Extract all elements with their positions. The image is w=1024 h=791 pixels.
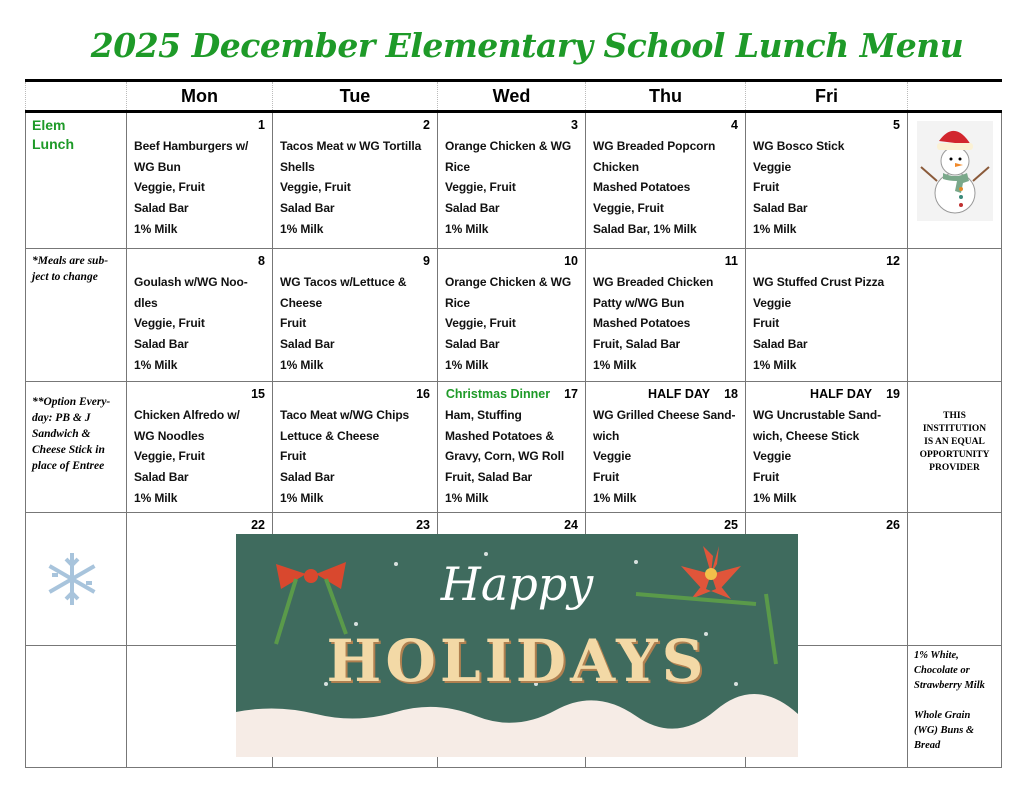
- menu-item: Salad Bar: [445, 337, 500, 352]
- menu-item: Veggie, Fruit: [134, 316, 205, 331]
- menu-item: Veggie, Fruit: [280, 180, 351, 195]
- header-row: [26, 81, 1002, 112]
- menu-item: Lettuce & Cheese: [280, 428, 380, 443]
- eop-line: IS AN EQUAL: [924, 437, 985, 447]
- menu-item: wich: [593, 428, 620, 443]
- banner-holidays: HOLIDAYS: [326, 627, 708, 695]
- day-number: 4: [731, 118, 738, 132]
- menu-item: Mashed Potatoes &: [445, 428, 554, 443]
- menu-item: Salad Bar: [753, 201, 808, 216]
- day-number: 5: [893, 118, 900, 132]
- week-row: [26, 112, 1002, 249]
- menu-item: 1% Milk: [445, 357, 489, 372]
- menu-item: 1% Milk: [280, 357, 324, 372]
- menu-item: Veggie: [753, 159, 792, 174]
- day-cell: [438, 382, 586, 513]
- day-header: Fri: [746, 81, 908, 112]
- menu-item: Rice: [445, 295, 470, 310]
- day-cell: [127, 382, 273, 513]
- menu-item: WG Bosco Stick: [753, 139, 845, 153]
- day-cell: [127, 112, 273, 249]
- day-cell: [746, 112, 908, 249]
- menu-item: WG Grilled Cheese Sand-: [593, 408, 736, 422]
- day-number: 15: [251, 387, 265, 401]
- day-cell: [438, 112, 586, 249]
- eop-line: OPPORTUNITY: [919, 450, 990, 460]
- day-number: 17: [564, 387, 578, 401]
- week-row: [26, 249, 1002, 382]
- day-number: 10: [564, 254, 578, 268]
- day-number: 11: [724, 254, 738, 268]
- menu-item: Salad Bar: [280, 470, 335, 485]
- whole-grain-note: Whole Grain (WG) Buns & Bread: [914, 710, 975, 751]
- menu-item: Veggie, Fruit: [134, 449, 205, 464]
- menu-item: Orange Chicken & WG: [445, 139, 572, 153]
- menu-item: Mashed Potatoes: [593, 180, 691, 195]
- menu-item: Fruit: [280, 316, 307, 331]
- menu-item: WG Bun: [134, 159, 181, 174]
- menu-item: Taco Meat w/WG Chips: [280, 408, 410, 422]
- day-cell: [586, 112, 746, 249]
- menu-item: Veggie, Fruit: [593, 201, 664, 216]
- day-number: 12: [886, 254, 900, 268]
- menu-item: Goulash w/WG Noo-: [134, 275, 248, 289]
- menu-item: Shells: [280, 159, 315, 174]
- day-header: Thu: [586, 81, 746, 112]
- menu-item: Fruit: [753, 180, 780, 195]
- menu-item: Salad Bar: [134, 470, 189, 485]
- menu-item: Veggie, Fruit: [134, 180, 205, 195]
- day-tag: HALF DAY: [648, 387, 711, 401]
- day-cell: [127, 249, 273, 382]
- equal-opportunity-notice: [908, 382, 1001, 475]
- menu-item: 1% Milk: [134, 221, 178, 236]
- day-number: 26: [746, 513, 908, 646]
- menu-item: Fruit: [753, 316, 780, 331]
- day-number: 22: [127, 513, 273, 646]
- menu-item: WG Noodles: [134, 428, 205, 443]
- menu-item: 1% Milk: [593, 490, 637, 505]
- option-note: **Option Every-day: PB & J Sandwich & Cheese Stick in place of Entree: [26, 382, 127, 513]
- day-tag: Christmas Dinner: [445, 387, 551, 401]
- day-number: 23: [273, 513, 438, 646]
- menu-item: wich, Cheese Stick: [753, 428, 860, 443]
- menu-item: Salad Bar: [280, 337, 335, 352]
- eop-line: PROVIDER: [929, 463, 980, 473]
- day-cell: [586, 249, 746, 382]
- menu-item: Gravy, Corn, WG Roll: [445, 449, 565, 464]
- day-number: 2: [423, 118, 430, 132]
- menu-item: Tacos Meat w WG Tortilla: [280, 139, 422, 153]
- day-number: 3: [571, 118, 578, 132]
- day-cell: [586, 382, 746, 513]
- menu-item: Fruit, Salad Bar: [445, 470, 533, 485]
- eop-line: INSTITUTION: [922, 424, 987, 434]
- menu-item: Salad Bar, 1% Milk: [593, 221, 697, 236]
- menu-item: Chicken: [593, 159, 639, 174]
- day-cell: [273, 112, 438, 249]
- menu-item: 1% Milk: [445, 221, 489, 236]
- menu-item: 1% Milk: [753, 490, 797, 505]
- day-cell: [273, 249, 438, 382]
- snowman-icon: [917, 121, 993, 221]
- menu-item: 1% Milk: [445, 490, 489, 505]
- menu-item: 1% Milk: [753, 357, 797, 372]
- menu-item: Salad Bar: [753, 337, 808, 352]
- snowflake-icon: [42, 549, 102, 609]
- menu-item: 1% Milk: [134, 357, 178, 372]
- day-header: Mon: [127, 81, 273, 112]
- day-number: 19: [886, 387, 900, 401]
- menu-item: WG Uncrustable Sand-: [753, 408, 882, 422]
- menu-item: Veggie: [593, 449, 632, 464]
- day-number: 1: [258, 118, 265, 132]
- menu-item: Fruit, Salad Bar: [593, 337, 681, 352]
- day-cell: [746, 382, 908, 513]
- menu-item: 1% Milk: [593, 357, 637, 372]
- day-number: 18: [724, 387, 738, 401]
- menu-item: WG Breaded Popcorn: [593, 139, 716, 153]
- menu-item: 1% Milk: [753, 221, 797, 236]
- menu-item: Salad Bar: [134, 201, 189, 216]
- day-header: Tue: [273, 81, 438, 112]
- menu-item: 1% Milk: [280, 221, 324, 236]
- happy-holidays-banner: [236, 534, 798, 757]
- menu-item: Fruit: [753, 470, 780, 485]
- menu-item: dles: [134, 295, 158, 310]
- menu-item: Veggie, Fruit: [445, 316, 516, 331]
- milk-note: 1% White, Chocolate or Strawberry Milk: [914, 650, 985, 691]
- menu-item: Orange Chicken & WG: [445, 275, 572, 289]
- menu-item: Salad Bar: [280, 201, 335, 216]
- menu-item: Beef Hamburgers w/: [134, 139, 249, 153]
- meals-change-note: *Meals are sub-ject to change: [26, 249, 127, 382]
- eop-line: THIS: [943, 411, 966, 421]
- menu-item: Veggie: [753, 295, 792, 310]
- menu-item: Veggie: [753, 449, 792, 464]
- menu-item: WG Breaded Chicken: [593, 275, 714, 289]
- page-title: 2025 December Elementary School Lunch Menu: [90, 26, 964, 65]
- menu-item: Salad Bar: [134, 337, 189, 352]
- menu-item: Chicken Alfredo w/: [134, 408, 240, 422]
- day-cell: [273, 382, 438, 513]
- menu-item: Veggie, Fruit: [445, 180, 516, 195]
- menu-item: WG Tacos w/Lettuce &: [280, 275, 407, 289]
- menu-item: 1% Milk: [280, 490, 324, 505]
- day-header: Wed: [438, 81, 586, 112]
- lunch-label: Lunch: [32, 136, 74, 152]
- menu-item: 1% Milk: [134, 490, 178, 505]
- week-row: [26, 382, 1002, 513]
- day-number: 9: [423, 254, 430, 268]
- menu-item: Mashed Potatoes: [593, 316, 691, 331]
- day-number: 8: [258, 254, 265, 268]
- menu-item: Rice: [445, 159, 470, 174]
- day-number: 16: [416, 387, 430, 401]
- menu-item: Patty w/WG Bun: [593, 295, 685, 310]
- elem-label: Elem: [32, 117, 66, 133]
- menu-item: Cheese: [280, 295, 323, 310]
- menu-item: Fruit: [280, 449, 307, 464]
- menu-item: WG Stuffed Crust Pizza: [753, 275, 885, 289]
- menu-item: Ham, Stuffing: [445, 408, 522, 422]
- day-cell: [746, 249, 908, 382]
- day-cell: [438, 249, 586, 382]
- day-number: 25: [586, 513, 746, 646]
- menu-item: Fruit: [593, 470, 620, 485]
- day-tag: HALF DAY: [810, 387, 873, 401]
- banner-happy: Happy: [440, 557, 594, 611]
- menu-item: Salad Bar: [445, 201, 500, 216]
- day-number: 24: [438, 513, 586, 646]
